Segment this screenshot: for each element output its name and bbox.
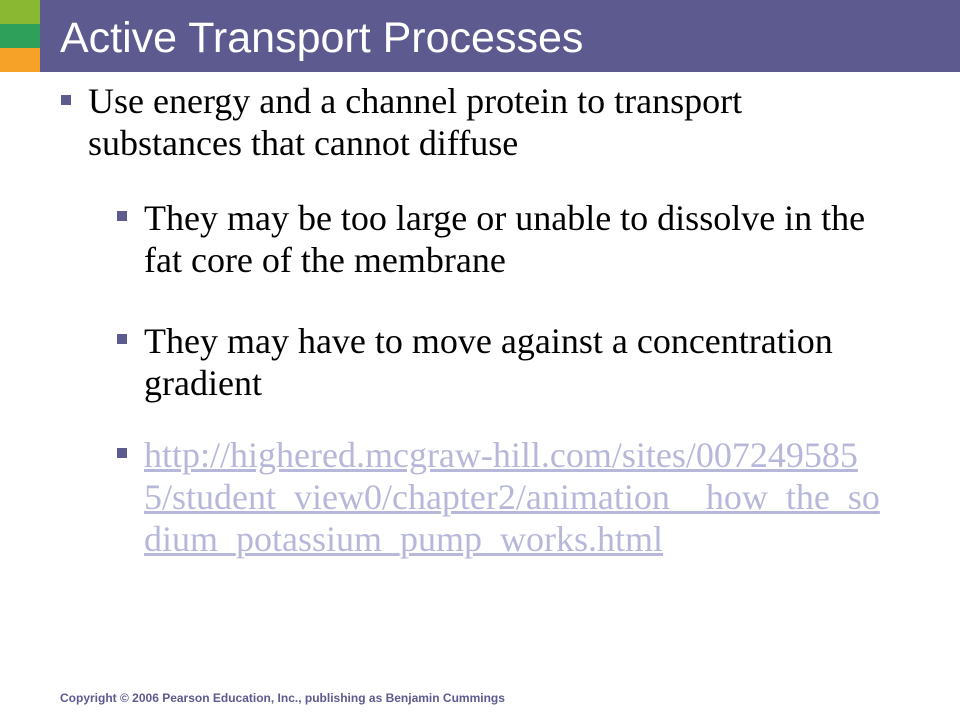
copyright-footer: Copyright © 2006 Pearson Education, Inc., publishing as Benjamin Cummings [60, 691, 505, 705]
accent-block-green-light [0, 0, 40, 24]
slide-title: Active Transport Processes [60, 14, 584, 62]
sub-bullet-link [144, 434, 884, 560]
square-bullet-icon [117, 211, 127, 221]
square-bullet-icon [61, 95, 71, 105]
accent-block-orange [0, 48, 40, 72]
square-bullet-icon [117, 448, 127, 458]
sub-bullet-concentration-gradient: They may have to move against a concentration gradient [144, 321, 833, 403]
bullet-use-energy: Use energy and a channel protein to transport substances that cannot diffuse [88, 81, 743, 163]
animation-link[interactable]: http://highered.mcgraw-hill.com/sites/0072495855/student_view0/chapter2/animation__how_the_sodium_potassium_pump_works.html [144, 435, 880, 559]
accent-block-green-dark [0, 24, 40, 48]
square-bullet-icon [117, 334, 127, 344]
sub-bullet-too-large: They may be too large or unable to dissolve in the fat core of the membrane [144, 198, 866, 280]
